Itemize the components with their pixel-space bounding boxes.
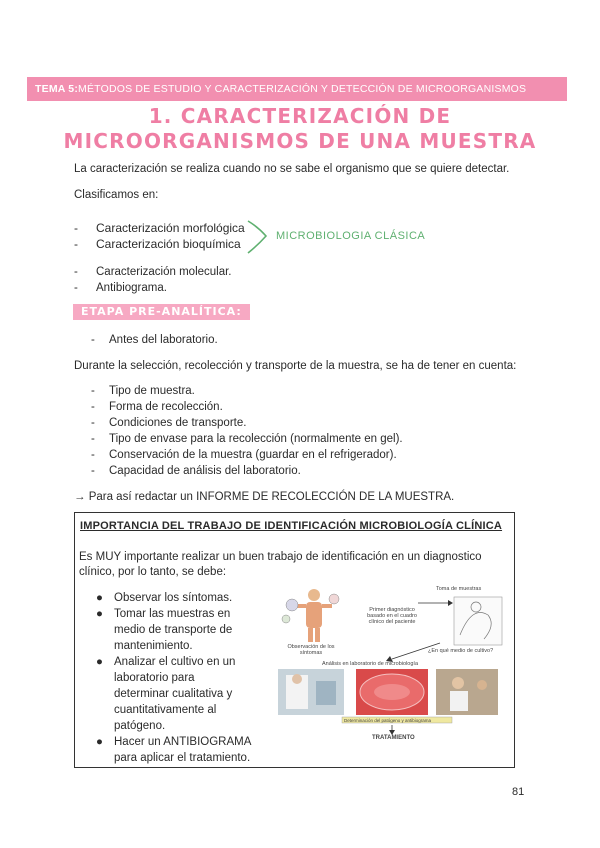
title-line-1: 1. CARACTERIZACIÓN DE xyxy=(148,104,452,128)
importance-heading: IMPORTANCIA DEL TRABAJO DE IDENTIFICACIÓN MICROBIOLOGÍA CLÍNICA xyxy=(80,520,503,532)
classic-item-morphological: - Caracterización morfológica xyxy=(74,221,245,235)
brace-icon xyxy=(244,219,274,255)
preanalytic-item: - Antes del laboratorio. xyxy=(91,334,218,346)
bullet-icon: ● xyxy=(96,608,103,620)
figure-label-observacion: Observación de los síntomas xyxy=(287,644,335,656)
importance-bullets xyxy=(96,590,274,766)
chapter-banner xyxy=(27,77,567,101)
figure-label-analisis: Análisis en laboratorio de microbiología xyxy=(322,661,418,667)
bullet-analyze: ● Analizar el cultivo en un laboratorio para determinar cualitativa y cuantitativamente al patógeno. xyxy=(96,656,236,732)
list-item: - Capacidad de análisis del laboratorio. xyxy=(91,465,301,477)
banner-topic: MÉTODOS DE ESTUDIO Y CARACTERIZACIÓN Y DETECCIÓN DE MICROORGANISMOS xyxy=(78,83,527,95)
classic-item-biochemical: - Caracterización bioquímica xyxy=(74,237,241,251)
section-heading-preanalytic: ETAPA PRE-ANALÍTICA: xyxy=(73,304,250,320)
list-item: - Forma de recolección. xyxy=(91,401,223,413)
bullet-icon: ● xyxy=(96,592,103,604)
page-title xyxy=(40,104,560,154)
bullet-icon: ● xyxy=(96,736,103,748)
bullet-observe: ● Observar los síntomas. xyxy=(96,592,233,604)
figure-label-diagnostico: Primer diagnóstico basado en el cuadro clínico del paciente xyxy=(367,607,417,625)
figure-label-medio: ¿En qué medio de cultivo? xyxy=(428,648,494,654)
list-item: - Conservación de la muestra (guardar en el refrigerador). xyxy=(91,449,397,461)
bullet-icon: ● xyxy=(96,656,103,668)
other-item-molecular: - Caracterización molecular. xyxy=(74,266,232,278)
classify-label: Clasificamos en: xyxy=(74,189,159,201)
list-item: - Condiciones de transporte. xyxy=(91,417,247,429)
report-conclusion: → Para así redactar un INFORME DE RECOLECCIÓN DE LA MUESTRA. xyxy=(74,491,455,503)
bullet-antibiogram: ● Hacer un ANTIBIOGRAMA para aplicar el tratamiento. xyxy=(96,736,252,764)
figure-label-toma: Toma de muestras xyxy=(436,586,482,592)
preanalytic-paragraph: Durante la selección, recolección y transporte de la muestra, se ha de tener en cuenta: xyxy=(74,360,517,372)
bullet-samples: ● Tomar las muestras en medio de transporte de mantenimiento. xyxy=(96,608,233,652)
page-number: 81 xyxy=(512,786,525,798)
figure-label-tratamiento: TRATAMIENTO xyxy=(372,735,415,741)
figure-label-determinacion: Determinación del patógeno y antibiograma xyxy=(344,718,432,723)
list-item: - Tipo de envase para la recolección (normalmente en gel). xyxy=(91,433,403,445)
banner-chapter: TEMA 5: xyxy=(35,83,79,95)
title-line-2: MICROORGANISMOS DE UNA MUESTRA xyxy=(63,129,537,153)
importance-intro-line-1: Es MUY importante realizar un buen trabajo de identificación en un diagnostico xyxy=(79,551,482,563)
importance-intro-line-2: clínico, por lo tanto, se debe: xyxy=(79,566,227,578)
list-item: - Tipo de muestra. xyxy=(91,385,195,397)
classic-microbiology-label: MICROBIOLOGIA CLÁSICA xyxy=(276,230,426,242)
clinical-workflow-figure xyxy=(272,585,508,747)
intro-paragraph: La caracterización se realiza cuando no se sabe el organismo que se quiere detectar. xyxy=(74,163,510,175)
other-item-antibiogram: - Antibiograma. xyxy=(74,282,167,294)
